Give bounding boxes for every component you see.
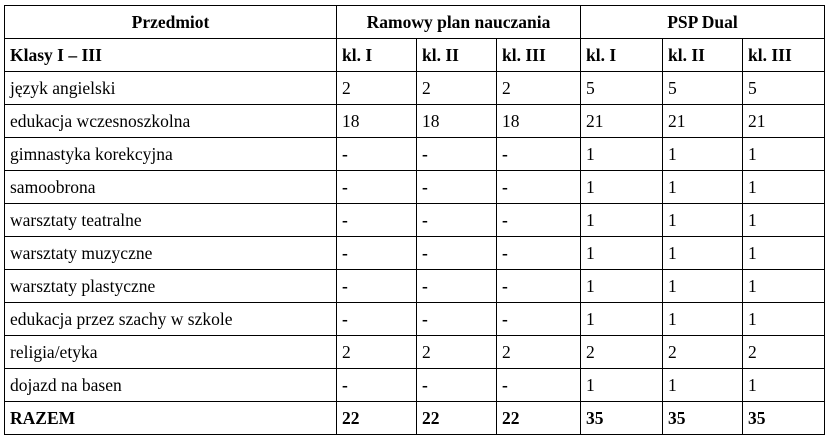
value-cell: 1 [743, 204, 825, 237]
value-cell: 1 [581, 237, 663, 270]
value-cell: 2 [497, 336, 581, 369]
col-header: kl. III [497, 39, 581, 72]
header-row [5, 6, 825, 39]
value-cell: 5 [663, 72, 743, 105]
value-cell: 1 [581, 303, 663, 336]
value-cell: 21 [581, 105, 663, 138]
total-cell: 35 [663, 402, 743, 435]
col-header: kl. I [337, 39, 417, 72]
table-row [5, 138, 825, 171]
value-cell: 1 [743, 270, 825, 303]
value-cell: 1 [581, 171, 663, 204]
value-cell: 1 [663, 237, 743, 270]
value-cell: - [497, 138, 581, 171]
value-cell: - [497, 204, 581, 237]
subject-cell: edukacja przez szachy w szkole [5, 303, 337, 336]
subject-cell: warsztaty muzyczne [5, 237, 337, 270]
value-cell: 2 [581, 336, 663, 369]
value-cell: 5 [581, 72, 663, 105]
value-cell: - [337, 270, 417, 303]
table-body [5, 72, 825, 402]
value-cell: 18 [497, 105, 581, 138]
value-cell: 1 [663, 204, 743, 237]
table-row [5, 237, 825, 270]
value-cell: 2 [497, 72, 581, 105]
value-cell: 1 [743, 138, 825, 171]
value-cell: 1 [743, 237, 825, 270]
value-cell: - [417, 303, 497, 336]
col-header: kl. III [743, 39, 825, 72]
value-cell: - [417, 204, 497, 237]
total-cell: 35 [581, 402, 663, 435]
value-cell: - [497, 171, 581, 204]
subject-cell: dojazd na basen [5, 369, 337, 402]
col-header: kl. II [663, 39, 743, 72]
value-cell: 2 [337, 336, 417, 369]
classes-label: Klasy I – III [5, 39, 337, 72]
table-row [5, 369, 825, 402]
total-row [5, 402, 825, 435]
subject-cell: religia/etyka [5, 336, 337, 369]
value-cell: 21 [663, 105, 743, 138]
value-cell: - [497, 303, 581, 336]
value-cell: 2 [337, 72, 417, 105]
value-cell: 2 [417, 72, 497, 105]
value-cell: - [337, 138, 417, 171]
value-cell: 2 [743, 336, 825, 369]
col-header: kl. I [581, 39, 663, 72]
value-cell: - [337, 237, 417, 270]
value-cell: 1 [663, 138, 743, 171]
subject-cell: edukacja wczesnoszkolna [5, 105, 337, 138]
subject-cell: język angielski [5, 72, 337, 105]
value-cell: 1 [581, 138, 663, 171]
value-cell: 18 [417, 105, 497, 138]
value-cell: 1 [663, 171, 743, 204]
value-cell: 1 [581, 369, 663, 402]
value-cell: 18 [337, 105, 417, 138]
subheader-row [5, 39, 825, 72]
value-cell: - [417, 237, 497, 270]
subject-cell: warsztaty teatralne [5, 204, 337, 237]
value-cell: - [497, 369, 581, 402]
value-cell: - [337, 171, 417, 204]
value-cell: 1 [581, 204, 663, 237]
value-cell: 2 [663, 336, 743, 369]
total-label: RAZEM [5, 402, 337, 435]
total-cell: 22 [497, 402, 581, 435]
ramowy-header: Ramowy plan nauczania [337, 6, 581, 39]
value-cell: - [417, 369, 497, 402]
table-row [5, 303, 825, 336]
subject-cell: warsztaty plastyczne [5, 270, 337, 303]
psp-dual-header: PSP Dual [581, 6, 825, 39]
subject-cell: gimnastyka korekcyjna [5, 138, 337, 171]
value-cell: 1 [581, 270, 663, 303]
curriculum-table [4, 5, 825, 435]
value-cell: 1 [663, 270, 743, 303]
value-cell: - [497, 270, 581, 303]
value-cell: 1 [743, 303, 825, 336]
value-cell: - [417, 171, 497, 204]
value-cell: - [417, 270, 497, 303]
total-cell: 22 [417, 402, 497, 435]
value-cell: 1 [663, 369, 743, 402]
value-cell: - [337, 369, 417, 402]
table-row [5, 105, 825, 138]
total-cell: 35 [743, 402, 825, 435]
col-header: kl. II [417, 39, 497, 72]
value-cell: - [337, 303, 417, 336]
table-row [5, 72, 825, 105]
value-cell: 1 [743, 369, 825, 402]
value-cell: 5 [743, 72, 825, 105]
subject-header: Przedmiot [5, 6, 337, 39]
table-row [5, 204, 825, 237]
subject-cell: samoobrona [5, 171, 337, 204]
value-cell: 2 [417, 336, 497, 369]
value-cell: - [337, 204, 417, 237]
table-row [5, 270, 825, 303]
value-cell: 21 [743, 105, 825, 138]
table-row [5, 171, 825, 204]
total-cell: 22 [337, 402, 417, 435]
value-cell: 1 [743, 171, 825, 204]
table-row [5, 336, 825, 369]
value-cell: - [417, 138, 497, 171]
value-cell: - [497, 237, 581, 270]
value-cell: 1 [663, 303, 743, 336]
